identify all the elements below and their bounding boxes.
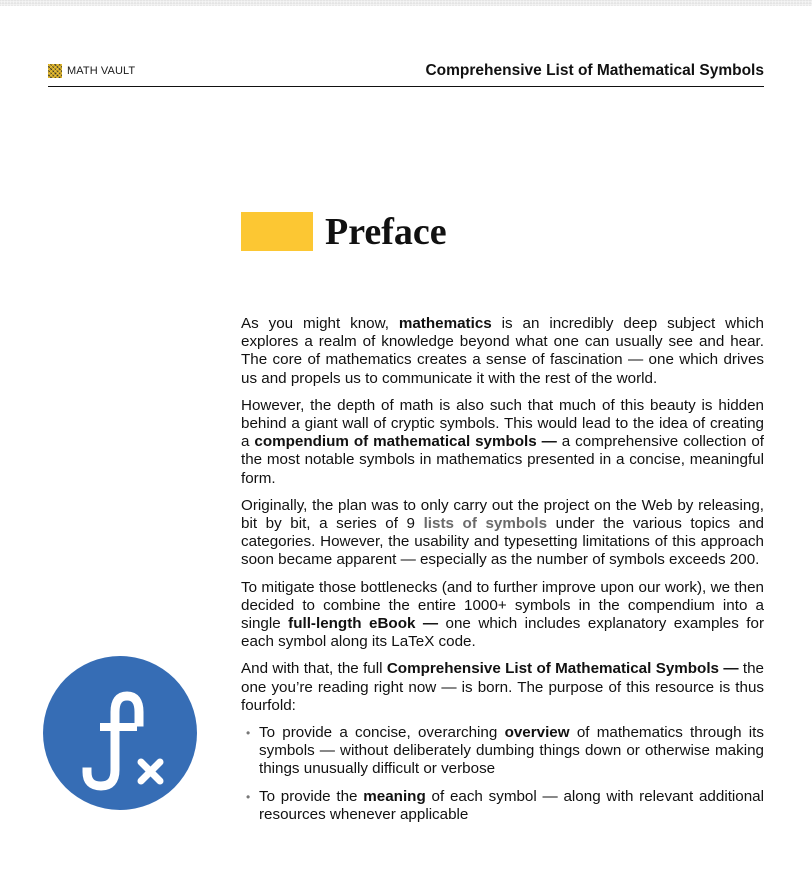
text: of mathematics through its symbols — without deliberately dumbing things down or otherwise making things unusually difficult or verbose (259, 724, 764, 778)
brand-name: MATH VAULT (67, 65, 136, 77)
paragraph-2 (241, 397, 764, 488)
emphasis-meaning: meaning (363, 787, 426, 805)
fx-glyph-icon (43, 656, 197, 810)
text: under the various topics and categories. However, the usability and typesetting limitations of this approach soon became apparent — especially as the number of symbols exceeds 200. (241, 515, 764, 569)
running-header (48, 62, 764, 87)
purpose-list (241, 724, 764, 824)
text: is an incredibly deep subject which explores a realm of knowledge beyond what one can usually see and hear. The core of mathematics creates a sense of fascination — one which drives us and propels us to communicate it with the rest of the world. (241, 315, 764, 387)
chapter-title: Preface (325, 210, 447, 253)
paragraph-3 (241, 497, 764, 570)
text: a comprehensive collection of the most notable symbols in mathematics presented in a concise, meaningful form. (241, 433, 764, 487)
text: Originally, the plan was to only carry out the project on the Web by releasing, bit by bit, a series of 9 (241, 496, 764, 533)
list-item (246, 787, 765, 824)
chapter-accent-bar (241, 212, 313, 251)
viewer-top-strip (0, 0, 812, 6)
emphasis-compendium: compendium of mathematical symbols — (254, 433, 557, 451)
text: And with that, the full (241, 660, 387, 678)
emphasis-mathematics: mathematics (398, 315, 492, 332)
text: As you might know, (241, 315, 399, 332)
paragraph-5 (241, 660, 764, 715)
text: of each symbol — along with relevant additional resources whenever applicable (259, 787, 765, 823)
text: one which includes explanatory examples for each symbol along its LaTeX code. (241, 615, 764, 651)
bullet-icon: • (246, 726, 251, 741)
list-item (246, 724, 764, 779)
math-vault-logo-icon (48, 64, 62, 78)
brand (48, 64, 135, 78)
text: To mitigate those bottlenecks (and to further improve upon our work), we then decided to combine the entire 1000+ symbols in the compendium into a single (241, 578, 764, 633)
bullet-icon: • (246, 789, 251, 804)
emphasis-ebook: full-length eBook — (288, 615, 439, 633)
emphasis-title: Comprehensive List of Mathematical Symbols — (386, 660, 739, 678)
text: To provide a concise, overarching (259, 724, 505, 742)
document-title: Comprehensive List of Mathematical Symbols (425, 62, 764, 79)
lists-of-symbols-link[interactable]: lists of symbols (423, 515, 548, 533)
paragraph-4 (241, 579, 764, 652)
text: To provide the (259, 787, 364, 805)
text: the one you’re reading right now — is born. The purpose of this resource is thus fourfold: (241, 660, 764, 714)
emphasis-overview: overview (504, 724, 570, 742)
chapter-heading (241, 212, 447, 251)
text: However, the depth of math is also such that much of this beauty is hidden behind a giant wall of cryptic symbols. This would lead to the idea of creating a (241, 396, 764, 451)
paragraph-1 (241, 315, 764, 388)
preface-body (241, 315, 764, 833)
function-fx-icon (43, 656, 197, 810)
